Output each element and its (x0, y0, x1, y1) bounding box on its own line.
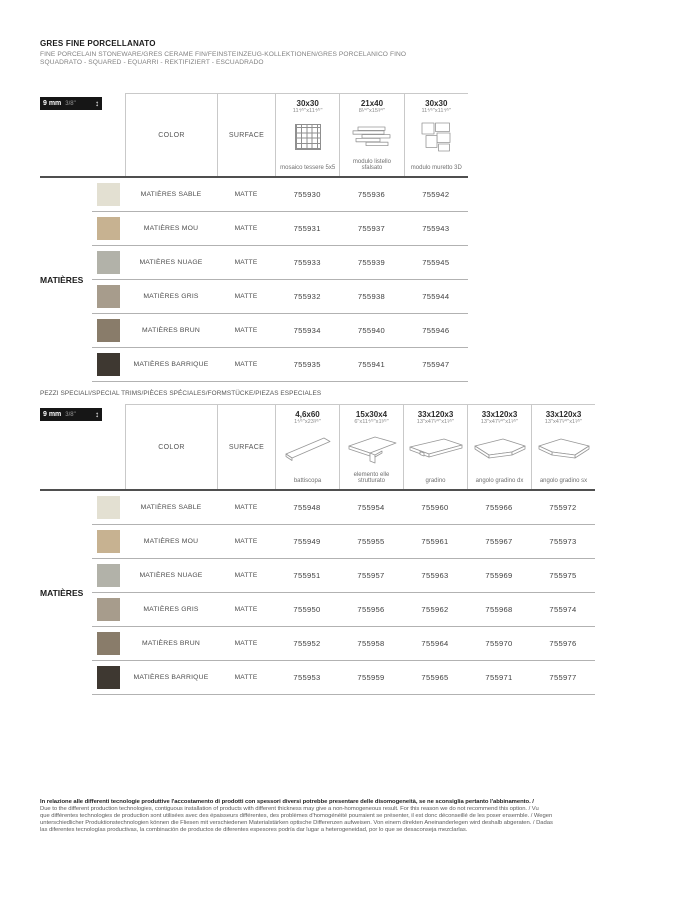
table-row (92, 246, 468, 280)
color-name: MATIÈRES SABLE (140, 191, 202, 198)
page-subtitle-translations: FINE PORCELAIN STONEWARE/GRES CERAME FIN/FEINSTEINZEUG-KOLLEKTIONEN/GRES PORCELANICO FINO (40, 51, 407, 58)
product-code: 755971 (485, 673, 513, 682)
table-row (92, 627, 595, 661)
table-row (92, 348, 468, 382)
format-size: 21x40 (360, 99, 384, 108)
thickness-cell (40, 404, 125, 489)
gradino-icon (408, 426, 464, 472)
color-swatch (97, 217, 120, 240)
column-header-color: COLOR (125, 404, 217, 489)
color-swatch (97, 496, 120, 519)
listello-sfalsato-icon (350, 115, 394, 159)
format-size: 33x120x3 (417, 410, 454, 419)
color-name: MATIÈRES MOU (143, 538, 199, 545)
format-caption: modulo muretto 3D (410, 165, 462, 172)
table-row (92, 314, 468, 348)
format-header-muretto (404, 93, 468, 176)
product-code: 755962 (421, 605, 449, 614)
product-code: 755933 (293, 258, 321, 267)
surface-value: MATTE (234, 361, 258, 368)
surface-value: MATTE (234, 225, 258, 232)
format-caption: mosaico tessere 5x5 (280, 165, 336, 172)
thickness-inches: 3/8" (65, 100, 76, 107)
column-header-color: COLOR (125, 93, 217, 176)
format-caption: gradino (425, 478, 446, 485)
format-size: 33x120x3 (481, 410, 518, 419)
angolo-gradino-sx-icon (537, 426, 591, 472)
page-subtitle-squared: SQUADRATO - SQUARED - EQUARRI - REKTIFIZIERT - ESCUADRADO (40, 59, 264, 66)
table-special-trims (40, 404, 595, 695)
thickness-arrow-icon: ↕ (95, 98, 99, 108)
table-row (92, 280, 468, 314)
color-name: MATIÈRES BRUN (142, 327, 200, 334)
product-code: 755930 (293, 190, 321, 199)
page-header (40, 39, 406, 67)
product-code: 755943 (422, 224, 450, 233)
color-swatch (97, 285, 120, 308)
color-swatch (97, 598, 120, 621)
product-code: 755937 (357, 224, 386, 233)
surface-value: MATTE (234, 259, 258, 266)
format-header-gradino (403, 404, 467, 489)
column-header-surface: SURFACE (217, 404, 275, 489)
format-caption: angolo gradino sx (539, 478, 588, 485)
product-code: 755951 (293, 571, 321, 580)
special-trims-title: PEZZI SPECIALI/SPECIAL TRIMS/PIÈCES SPÉCIALES/FORMSTÜCKE/PIEZAS ESPECIALES (40, 390, 322, 397)
disclaimer-line: unterschiedlicher Produktionstechnologien können die Fliesen mit verschiedenen Materialstärken optische Differenzen aufweisen. Von einem direkten Aneinanderlegen wird deshalb abgeraten. / Dadas (40, 819, 553, 826)
product-code: 755944 (422, 292, 450, 301)
product-code: 755968 (485, 605, 513, 614)
format-size: 33x120x3 (545, 410, 582, 419)
product-code: 755966 (485, 503, 513, 512)
color-swatch (97, 564, 120, 587)
color-name: MATIÈRES GRIS (143, 293, 199, 300)
product-code: 755969 (485, 571, 513, 580)
product-code: 755959 (357, 673, 385, 682)
product-code: 755941 (357, 360, 386, 369)
table-row (92, 212, 468, 246)
surface-value: MATTE (234, 572, 258, 579)
color-swatch (97, 251, 120, 274)
product-code: 755970 (485, 639, 513, 648)
page-title: GRES FINE PORCELLANATO (40, 39, 156, 48)
table-row (92, 491, 595, 525)
format-header-angolo-gradino-sx (531, 404, 595, 489)
format-inches: 11⁴⁄⁵"x11⁴⁄⁵" (421, 108, 452, 114)
format-size: 4,6x60 (295, 410, 320, 419)
table2-header (40, 404, 595, 491)
disclaimer-line: que différentes technologies de production sont utilisées avec des épaisseurs différentes, des problèmes d'homogénéité pourraient se présenter, il est donc déconseillé de les poser ensemble. / Wegen (40, 812, 553, 819)
product-code: 755934 (293, 326, 321, 335)
product-code: 755939 (357, 258, 386, 267)
thickness-badge (40, 408, 102, 421)
format-caption: battiscopa (293, 478, 322, 485)
product-code: 755956 (357, 605, 385, 614)
column-header-surface: SURFACE (217, 93, 275, 176)
format-header-listello (339, 93, 403, 176)
mosaic-grid-icon (295, 115, 321, 159)
product-code: 755945 (422, 258, 450, 267)
format-inches: 1⁴⁄⁵"x23³⁄⁵" (294, 419, 321, 425)
surface-value: MATTE (234, 640, 258, 647)
series-label: MATIÈRES (40, 588, 84, 598)
product-code: 755977 (549, 673, 577, 682)
color-name: MATIÈRES MOU (143, 225, 199, 232)
product-code: 755973 (549, 537, 577, 546)
product-code: 755972 (549, 503, 577, 512)
color-name: MATIÈRES BRUN (142, 640, 200, 647)
surface-value: MATTE (234, 191, 258, 198)
surface-value: MATTE (234, 674, 258, 681)
product-code: 755975 (549, 571, 577, 580)
color-name: MATIÈRES NUAGE (139, 572, 203, 579)
product-code: 755936 (357, 190, 386, 199)
table-formats (40, 93, 468, 382)
product-code: 755949 (293, 537, 321, 546)
product-code: 755950 (293, 605, 321, 614)
format-caption: elemento elle strutturato (353, 471, 390, 485)
format-size: 15x30x4 (355, 410, 388, 419)
color-name: MATIÈRES NUAGE (139, 259, 203, 266)
color-swatch (97, 530, 120, 553)
product-code: 755965 (421, 673, 449, 682)
thickness-cell (40, 93, 125, 176)
product-code: 755932 (293, 292, 321, 301)
elemento-elle-icon (346, 426, 398, 472)
color-swatch (97, 319, 120, 342)
table-row (92, 525, 595, 559)
color-name: MATIÈRES BARRIQUE (133, 361, 209, 368)
color-swatch (97, 183, 120, 206)
format-header-battiscopa (275, 404, 339, 489)
format-size: 30x30 (296, 99, 319, 108)
product-code: 755964 (421, 639, 449, 648)
muretto-3d-icon (421, 115, 451, 159)
surface-value: MATTE (234, 327, 258, 334)
battiscopa-icon (283, 426, 333, 472)
format-header-elemento-elle (339, 404, 403, 489)
disclaimer-line: In relazione alle differenti tecnologie produttive l'accostamento di prodotti con spessori diversi potrebbe presentare delle disomogeneità, se ne sconsiglia pertanto l'abbinamento. / (40, 799, 534, 805)
format-caption: modulo listello sfalsato (352, 158, 391, 172)
surface-value: MATTE (234, 504, 258, 511)
format-header-angolo-gradino-dx (467, 404, 531, 489)
thickness-badge (40, 97, 102, 110)
table1-body (40, 178, 468, 382)
format-inches: 13"x47¹⁄⁴"x1¹⁄⁵" (416, 419, 455, 425)
product-code: 755942 (422, 190, 450, 199)
surface-value: MATTE (234, 606, 258, 613)
product-code: 755961 (421, 537, 449, 546)
table-row (92, 559, 595, 593)
color-swatch (97, 353, 120, 376)
format-inches: 8¹⁄⁴"x15³⁄⁴" (358, 108, 386, 114)
color-name: MATIÈRES SABLE (140, 504, 202, 511)
color-swatch (97, 632, 120, 655)
product-code: 755967 (485, 537, 513, 546)
format-caption: angolo gradino dx (475, 478, 524, 485)
series-label: MATIÈRES (40, 275, 84, 285)
product-code: 755935 (293, 360, 321, 369)
product-code: 755957 (357, 571, 385, 580)
disclaimer (40, 799, 650, 834)
product-code: 755947 (422, 360, 450, 369)
color-swatch (97, 666, 120, 689)
product-code: 755938 (357, 292, 386, 301)
product-code: 755963 (421, 571, 449, 580)
product-code: 755946 (422, 326, 450, 335)
surface-value: MATTE (234, 293, 258, 300)
format-inches: 13"x47¹⁄⁴"x1¹⁄⁵" (544, 419, 583, 425)
table1-header (40, 93, 468, 178)
product-code: 755960 (421, 503, 449, 512)
thickness-mm: 9 mm (43, 411, 62, 418)
format-size: 30x30 (425, 99, 448, 108)
format-inches: 11⁴⁄⁵"x11⁴⁄⁵" (292, 108, 323, 114)
table2-body (40, 491, 595, 695)
product-code: 755955 (357, 537, 385, 546)
thickness-arrow-icon: ↕ (95, 409, 99, 419)
product-code: 755953 (293, 673, 321, 682)
product-code: 755958 (357, 639, 385, 648)
product-code: 755976 (549, 639, 577, 648)
product-code: 755954 (357, 503, 385, 512)
table-row (92, 593, 595, 627)
angolo-gradino-dx-icon (473, 426, 527, 472)
product-code: 755931 (293, 224, 321, 233)
disclaimer-line: las diferentes tecnologías productivas, la combinación de productos de diferentes espesores podría dar lugar a heterogeneidad, por lo que se desaconseja mezclarlas. (40, 826, 468, 833)
format-inches: 6"x11⁴⁄⁵"x1³⁄⁵" (354, 419, 389, 425)
table-row (92, 178, 468, 212)
product-code: 755974 (549, 605, 577, 614)
surface-value: MATTE (234, 538, 258, 545)
product-code: 755952 (293, 639, 321, 648)
disclaimer-line: Due to the different production technologies, contiguous installation of products with different thickness may give a non-homogeneous result. For this reason we do not recommend this option. / Vu (40, 805, 539, 812)
format-inches: 13"x47¹⁄⁴"x1¹⁄⁵" (480, 419, 519, 425)
format-header-mosaico (275, 93, 339, 176)
table-row (92, 661, 595, 695)
product-code: 755940 (357, 326, 386, 335)
color-name: MATIÈRES GRIS (143, 606, 199, 613)
color-name: MATIÈRES BARRIQUE (133, 674, 209, 681)
product-code: 755948 (293, 503, 321, 512)
thickness-mm: 9 mm (43, 100, 62, 107)
thickness-inches: 3/8" (65, 411, 76, 418)
